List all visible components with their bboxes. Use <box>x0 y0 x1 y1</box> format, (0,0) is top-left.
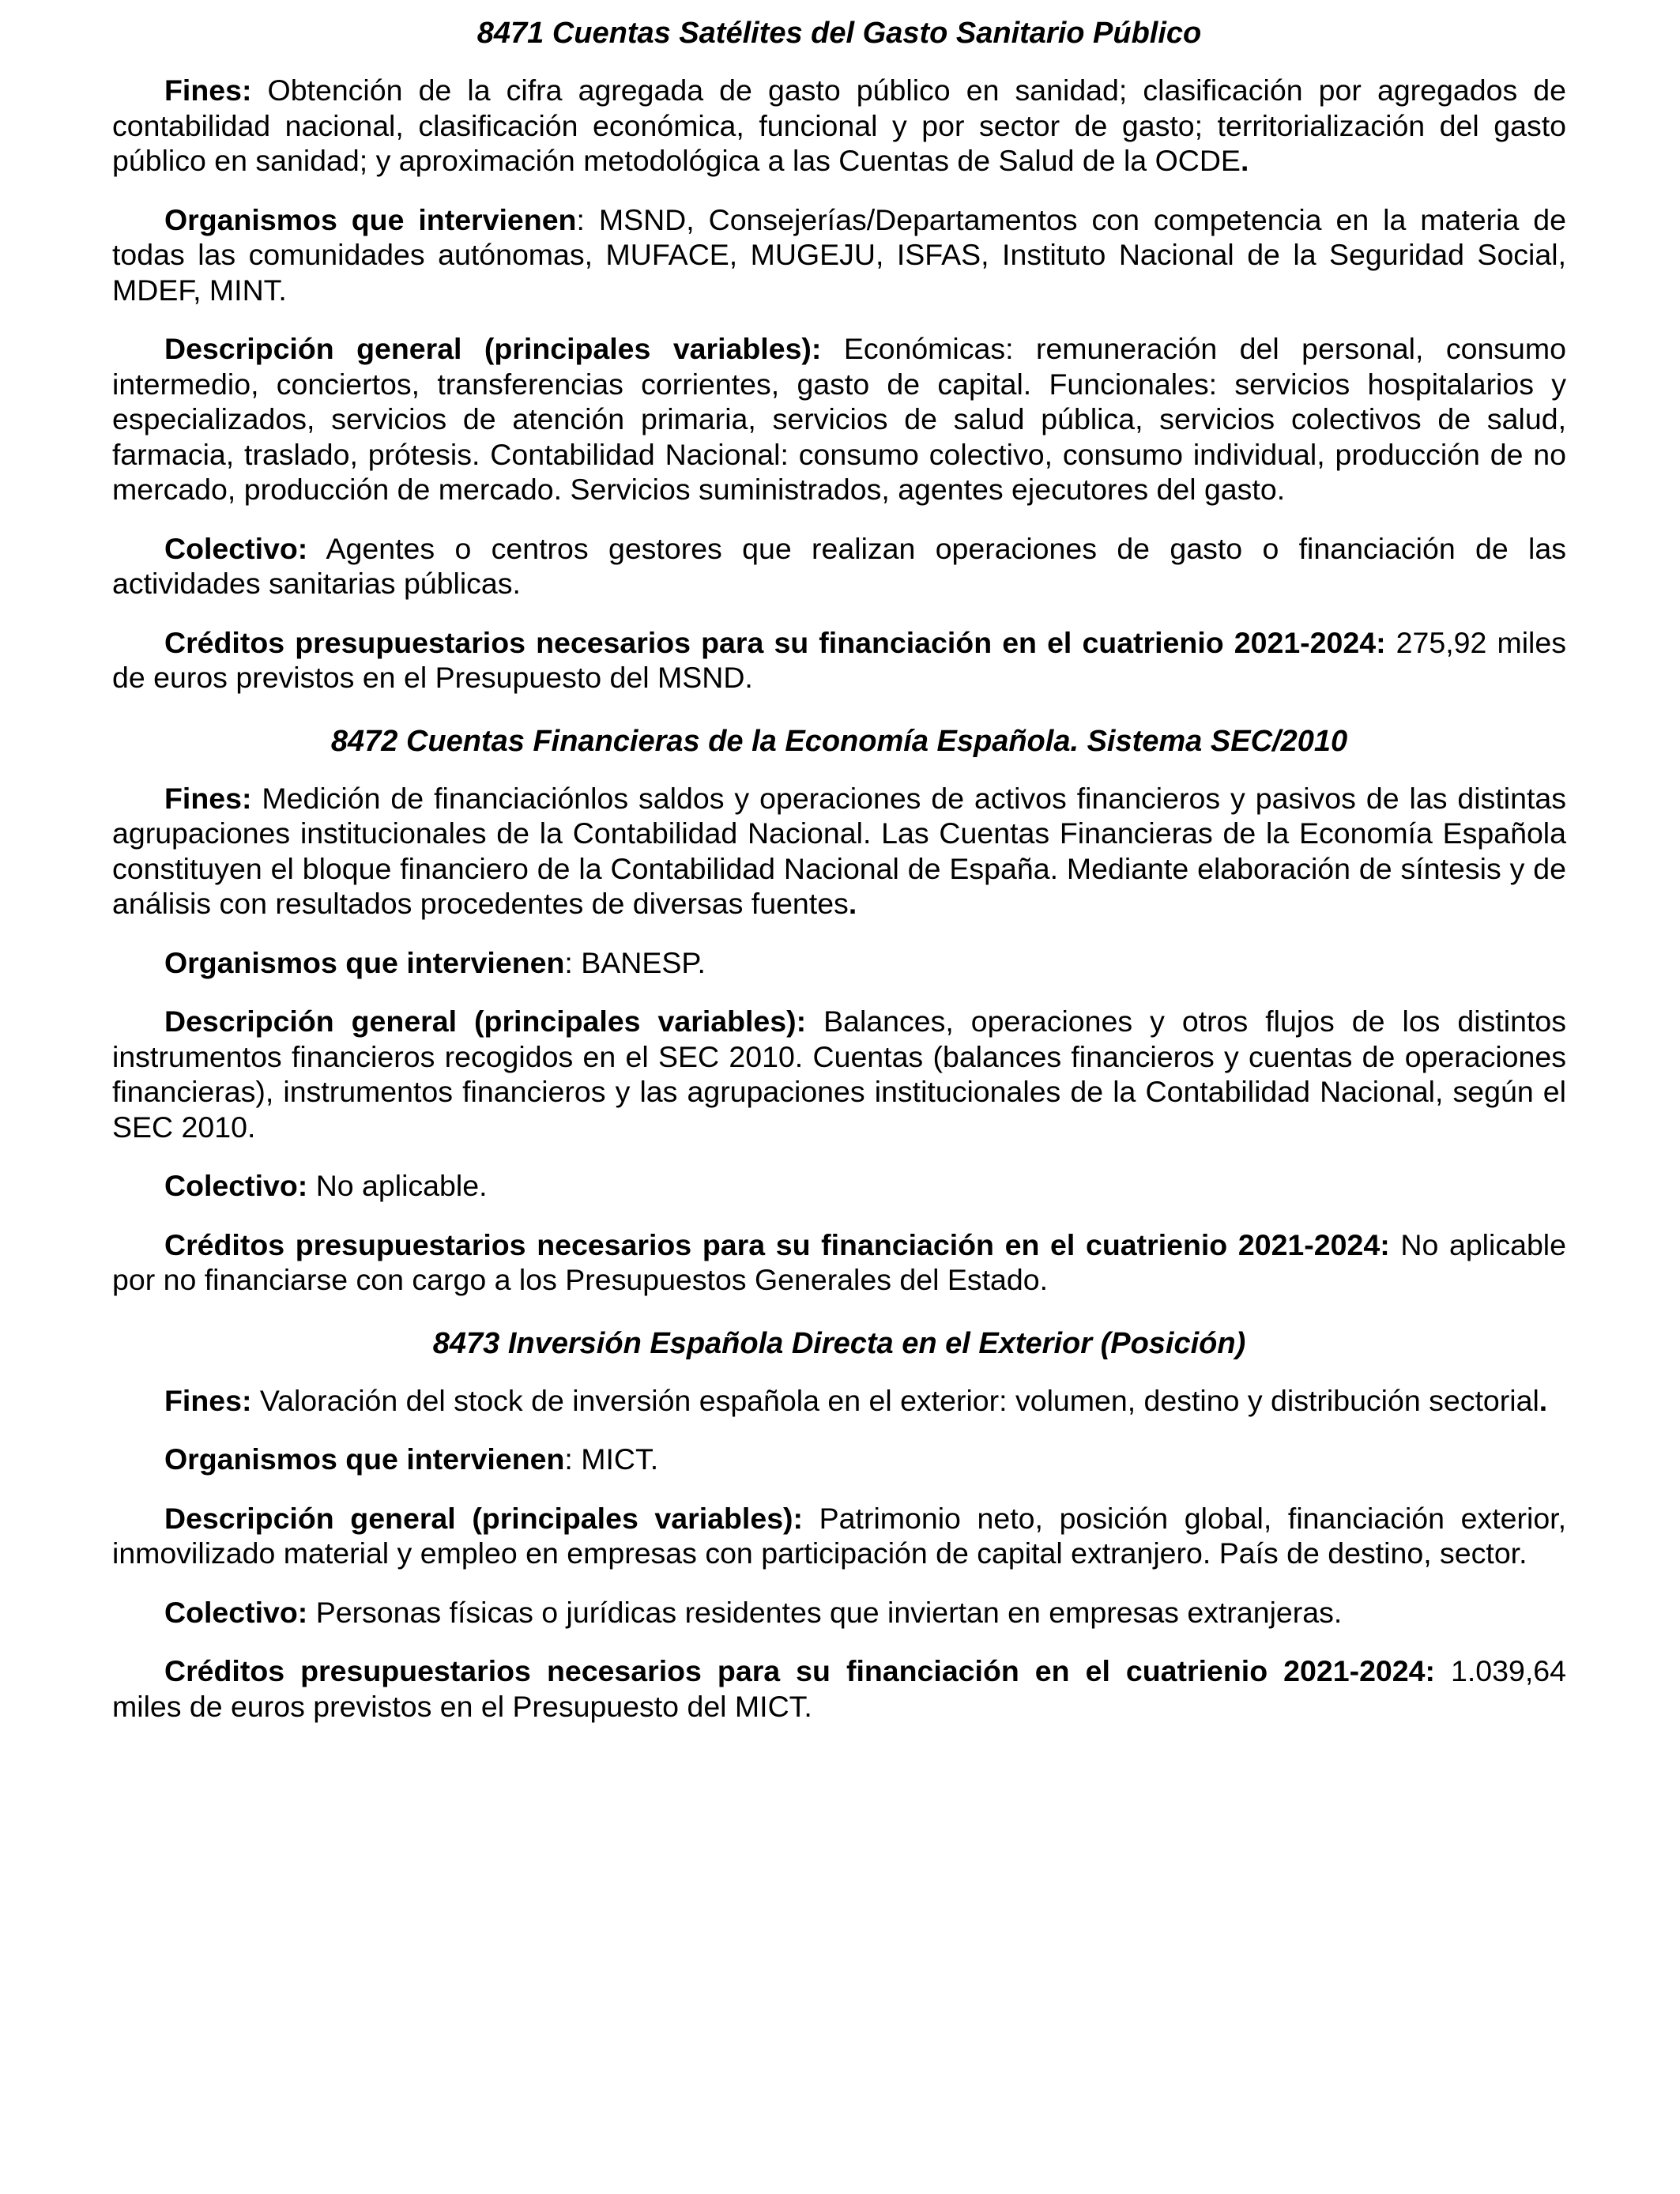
creditos-label: Créditos presupuestarios necesarios para su financiación en el cuatrienio 2021-2024: <box>164 625 1386 659</box>
descripcion-text: Patrimonio neto, posición global, financiación exterior, inmovilizado material y empleo en empresas con participación de capital extranjero. País de destino, sector. <box>112 1501 1567 1570</box>
section-8471 <box>112 16 1566 696</box>
organismos-text: : BANESP. <box>564 945 706 979</box>
fines-text: Obtención de la cifra agregada de gasto público en sanidad; clasificación por agregados de contabilidad nacional, clasificación económica, funcional y por sector de gasto; territorialización del gasto público en sanidad; y aproximación metodológica a las Cuentas de Salud de la OCDE <box>112 74 1566 177</box>
organismos-paragraph <box>112 202 1566 308</box>
creditos-text: 275,92 miles de euros previstos en el Presupuesto del MSND. <box>112 625 1566 694</box>
creditos-paragraph <box>112 625 1566 696</box>
organismos-text: : MSND, Consejerías/Departamentos con competencia en la materia de todas las comunidades autónomas, MUFACE, MUGEJU, ISFAS, Instituto Nacional de la Seguridad Social, MDEF, MINT. <box>112 202 1566 307</box>
descripcion-text: Balances, operaciones y otros flujos de los distintos instrumentos financieros recogidos en el SEC 2010. Cuentas (balances financieros y cuentas de operaciones financieras), instrumentos financieros y las agrupaciones institucionales de la Contabilidad Nacional, según el SEC 2010. <box>112 1005 1566 1144</box>
descripcion-paragraph <box>112 1501 1566 1571</box>
colectivo-text: Agentes o centros gestores que realizan operaciones de gasto o financiación de las actividades sanitarias públicas. <box>112 531 1566 600</box>
fines-paragraph <box>112 73 1566 179</box>
document-page <box>112 16 1566 1747</box>
creditos-paragraph <box>112 1653 1566 1724</box>
fines-text: Medición de financiaciónlos saldos y operaciones de activos financieros y pasivos de las distintas agrupaciones institucionales de la Contabilidad Nacional. Las Cuentas Financieras de la Economía Española constituyen el bloque financiero de la Contabilidad Nacional de España. Mediante elaboración de síntesis y de análisis con resultados procedentes de diversas fuentes <box>112 781 1566 920</box>
section-title: 8471 Cuentas Satélites del Gasto Sanitario Público <box>477 17 1202 50</box>
organismos-paragraph <box>112 1442 1566 1477</box>
fines-label: Fines: <box>164 74 252 107</box>
descripcion-label: Descripción general (principales variables): <box>164 1005 807 1038</box>
fines-label: Fines: <box>164 781 252 815</box>
creditos-text: No aplicable por no financiarse con cargo a los Presupuestos Generales del Estado. <box>112 1227 1566 1296</box>
organismos-text: : MICT. <box>564 1442 659 1476</box>
section-8473 <box>112 1326 1566 1725</box>
fines-end: . <box>848 887 857 920</box>
fines-paragraph <box>112 781 1566 922</box>
descripcion-paragraph <box>112 1004 1566 1144</box>
fines-label: Fines: <box>164 1383 252 1417</box>
organismos-label: Organismos que intervienen <box>164 202 577 236</box>
creditos-label: Créditos presupuestarios necesarios para su financiación en el cuatrienio 2021-2024: <box>164 1227 1390 1261</box>
colectivo-paragraph <box>112 1595 1566 1630</box>
fines-paragraph <box>112 1383 1566 1419</box>
colectivo-label: Colectivo: <box>164 1169 308 1202</box>
organismos-label: Organismos que intervienen <box>164 1442 565 1476</box>
colectivo-label: Colectivo: <box>164 531 308 565</box>
descripcion-paragraph <box>112 331 1566 507</box>
section-title: 8472 Cuentas Financieras de la Economía Española. Sistema SEC/2010 <box>330 724 1348 758</box>
colectivo-text: No aplicable. <box>307 1169 488 1202</box>
descripcion-label: Descripción general (principales variables): <box>164 1501 804 1535</box>
descripcion-label: Descripción general (principales variables): <box>164 332 822 365</box>
organismos-paragraph <box>112 945 1566 981</box>
fines-text: Valoración del stock de inversión española en el exterior: volumen, destino y distribución sectorial <box>251 1383 1539 1417</box>
section-8472 <box>112 724 1566 1298</box>
descripcion-text: Económicas: remuneración del personal, consumo intermedio, conciertos, transferencias corrientes, gasto de capital. Funcionales: servicios hospitalarios y especializados, servicios de atención primaria, servicios de salud pública, servicios colectivos de salud, farmacia, traslado, prótesis. Contabilidad Nacional: consumo colectivo, consumo individual, producción de no mercado, producción de mercado. Servicios suministrados, agentes ejecutores del gasto. <box>112 332 1567 506</box>
colectivo-label: Colectivo: <box>164 1595 308 1629</box>
colectivo-text: Personas físicas o jurídicas residentes que inviertan en empresas extranjeras. <box>307 1595 1343 1629</box>
colectivo-paragraph <box>112 531 1566 601</box>
colectivo-paragraph <box>112 1168 1566 1204</box>
fines-end: . <box>1539 1383 1548 1417</box>
creditos-paragraph <box>112 1227 1566 1298</box>
creditos-label: Créditos presupuestarios necesarios para su financiación en el cuatrienio 2021-2024: <box>164 1654 1435 1687</box>
organismos-label: Organismos que intervienen <box>164 945 565 979</box>
section-title: 8473 Inversión Española Directa en el Exterior (Posición) <box>432 1326 1246 1360</box>
fines-end: . <box>1240 144 1249 177</box>
creditos-text: 1.039,64 miles de euros previstos en el Presupuesto del MICT. <box>112 1654 1566 1723</box>
